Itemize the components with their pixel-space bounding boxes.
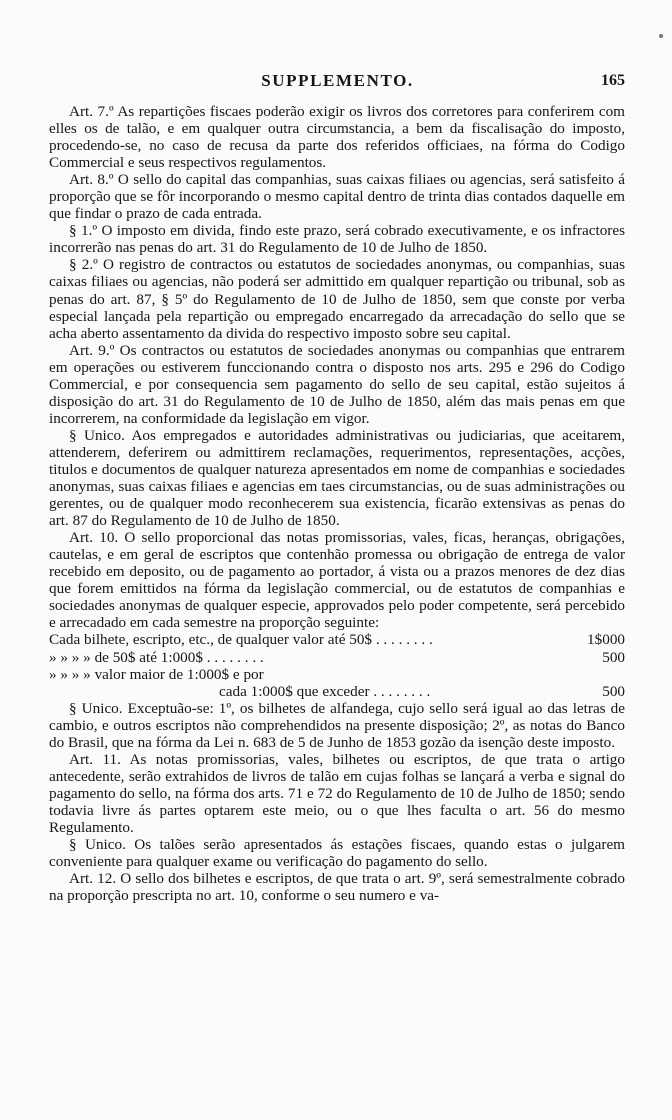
paragraph-art-8-s1: § 1.º O imposto em divida, findo este prazo, será cobrado executivamente, e os infractores incorrerão nas penas do art. 31 do Regulamento de 10 de Julho de 1850. — [49, 222, 625, 257]
running-head: SUPPLEMENTO. — [261, 71, 414, 90]
page-number: 165 — [601, 72, 625, 89]
paragraph-art-10-unico: § Unico. Exceptuão-se: 1º, os bilhetes de alfandega, cujo sello será igual ao das letras de cambio, e outros escriptos não comprehendidos na presente disposição; 2º, as notas do Banco do Brasil, que na fórma da Lei n. 683 de 5 de Junho de 1853 gozão da isenção deste imposto. — [49, 699, 625, 751]
page-speck — [659, 34, 663, 38]
tariff-row — [49, 649, 625, 666]
paragraph-art-10: Art. 10. O sello proporcional das notas promissorias, vales, ficas, heranças, obrigações, cautelas, e em geral de escriptos que contenhão promessa ou obrigação de entrega de valor recebido em deposito, ou de pagamento ao portador, á vista ou a prazos menores de dez dias que forem emittidos na fórma da legislação commercial, ou de estatutos de companhias e sociedades anonymas de qualquer especie, approvados pelo poder competente, será percebido e arrecadado em cada semestre na proporção seguinte: — [49, 529, 625, 632]
paragraph-art-8: Art. 8.º O sello do capital das companhias, suas caixas filiaes ou agencias, será satisfeito á proporção que se fôr incorporando o mesmo capital dentro de trinta dias contados daquelle em que findar o prazo de cada entrada. — [49, 171, 625, 223]
tariff-label: » » » » de 50$ até 1:000$ . . . . . . . . — [49, 648, 264, 666]
paragraph-art-8-s2: § 2.º O registro de contractos ou estatutos de sociedades anonymas, ou companhias, suas caixas filiaes ou agencias, não poderá ser admittido em qualquer repartição ou tribunal, sob as penas do art. 87, § 5º do Regulamento de 10 de Julho de 1850, sem que conste por verba especial lançada pela repartição ou empregado encarregado da arrecadação do sello que se acha aberto assentamento da divida do respectivo imposto sobre seu capital. — [49, 256, 625, 342]
tariff-table — [49, 631, 625, 699]
body-text — [49, 103, 625, 904]
paragraph-art-9: Art. 9.º Os contractos ou estatutos de sociedades anonymas ou companhias que entrarem em operações ou estiverem funccionando contra o disposto nos arts. 295 e 296 do Codigo Commercial, e por consequencia sem pagamento do sello de seu capital, estão sujeitos á disposição do art. 31 do Regulamento de 10 de Julho de 1850, além das mais penas em que incorrerem, na conformidade da legislação em vigor. — [49, 341, 625, 427]
paragraph-art-11-unico: § Unico. Os talões serão apresentados ás estações fiscaes, quando estas o julgarem conveniente para qualquer exame ou verificação do pagamento do sello. — [49, 836, 625, 871]
paragraph-art-11: Art. 11. As notas promissorias, vales, bilhetes ou escriptos, de que trata o artigo antecedente, serão extrahidos de livros de talão em cujas folhas se lançará a verba e signal do pagamento do sello, na fórma dos arts. 71 e 72 do Regulamento de 10 de Julho de 1850; sendo todavia livre ás partes optarem este meio, ou o que lhes faculta o art. 56 do mesmo Regulamento. — [49, 750, 625, 836]
paragraph-art-12: Art. 12. O sello dos bilhetes e escriptos, de que trata o art. 9º, será semestralmente cobrado na proporção prescripta no art. 10, conforme o seu numero e va- — [49, 870, 625, 905]
tariff-label: Cada bilhete, escripto, etc., de qualquer valor até 50$ . . . . . . . . — [49, 631, 433, 649]
tariff-amount: 500 — [602, 648, 625, 666]
tariff-label: cada 1:000$ que exceder . . . . . . . . — [219, 682, 431, 700]
tariff-label: » » » » valor maior de 1:000$ e por — [49, 665, 264, 683]
paragraph-art-7: Art. 7.º As repartições fiscaes poderão exigir os livros dos corretores para conferirem com elles os de talão, e em qualquer outra circumstancia, a bem da fiscalisação do imposto, procedendo-se, no caso de recusa da parte dos referidos officiaes, na fórma do Codigo Commercial e seus respectivos regulamentos. — [49, 103, 625, 172]
tariff-row — [49, 666, 625, 683]
page-header — [50, 71, 625, 97]
tariff-row — [49, 683, 625, 700]
paragraph-art-9-unico: § Unico. Aos empregados e autoridades administrativas ou judiciarias, que aceitarem, attenderem, deferirem ou admittirem reclamações, requerimentos, representações, acções, titulos e documentos de qualquer natureza apresentados em nome de companhias e sociedades anonymas, suas caixas filiaes e agencias em taes circumstancias, ou de suas administrações ou gerentes, ou de qualquer modo reconhecerem sua existencia, ficarão extensivas as penas do art. 87 do Regulamento de 10 de Julho de 1850. — [49, 426, 625, 530]
tariff-amount: 1$000 — [587, 631, 625, 649]
tariff-row — [49, 631, 625, 648]
tariff-amount: 500 — [602, 682, 625, 700]
